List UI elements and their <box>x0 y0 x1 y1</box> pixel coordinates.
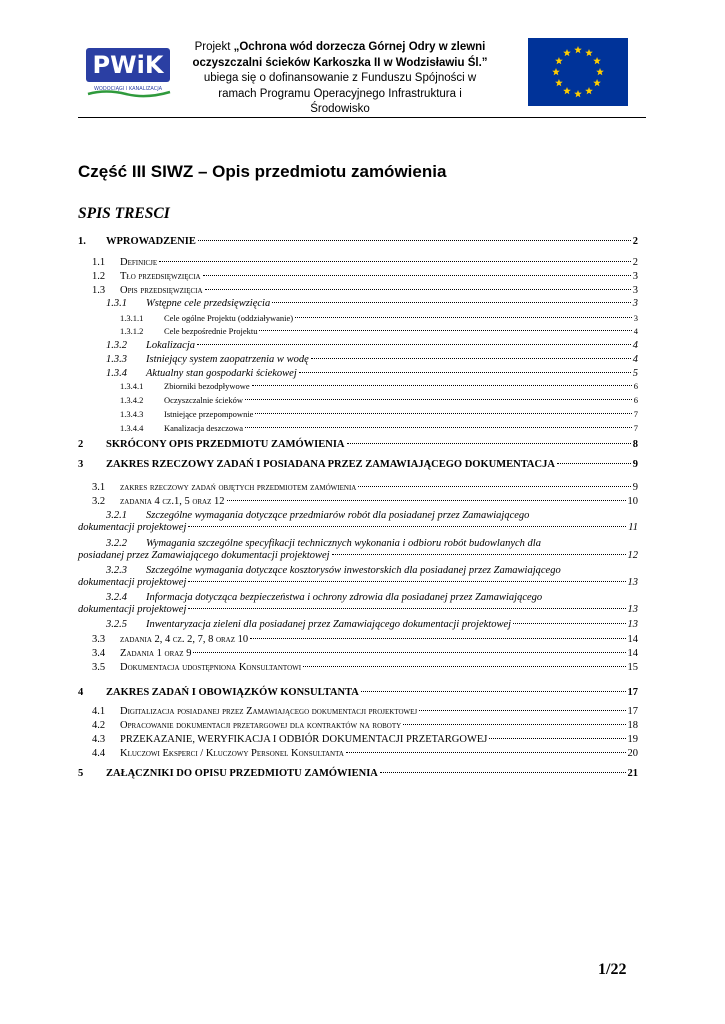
toc-heading: SPIS TRESCI <box>78 205 170 222</box>
toc-entry-number: 4.2 <box>92 720 106 731</box>
toc-entry[interactable] <box>78 565 638 587</box>
toc-entry-number: 1.3.1.2 <box>120 326 144 336</box>
toc-entry-number: 4.3 <box>92 734 106 745</box>
toc-entry-number: 3.2 <box>92 496 106 507</box>
toc-leader <box>380 772 626 773</box>
project-name: „Ochrona wód dorzecza Górnej Odry w zlewni oczyszczalni ścieków Karkoszka II w Wodzisławiu Śl.” <box>192 41 488 69</box>
toc-entry-number: 1.3.4.3 <box>120 409 144 419</box>
toc-leader <box>557 463 631 464</box>
toc-entry-title: Opracowanie dokumentacji przetargowej dla kontraktów na roboty <box>120 720 402 731</box>
toc-entry-page: 17 <box>627 706 638 717</box>
toc-leader <box>188 581 625 582</box>
toc-entry-page: 8 <box>632 439 638 450</box>
toc-entry-page: 2 <box>632 257 638 268</box>
toc-entry-title: Zbiorniki bezodpływowe <box>164 381 250 391</box>
toc-entry-page: 4 <box>633 326 638 336</box>
toc-entry-title: zadania 2, 4 cz. 2, 7, 8 oraz 10 <box>120 634 249 645</box>
project-prefix: Projekt <box>194 41 234 53</box>
toc-entry-title: zakres rzeczowy zadań objętych przedmiotem zamówienia <box>120 482 357 493</box>
toc-entry-title: Wstępne cele przedsięwzięcia <box>146 298 271 309</box>
toc-entry-title: ZAŁĄCZNIKI DO OPISU PRZEDMIOTU ZAMÓWIENIA <box>106 768 378 779</box>
toc-entry-number: 3.4 <box>92 648 106 659</box>
toc-entry[interactable] <box>78 706 638 717</box>
toc-entry-title: WPROWADZENIE <box>106 236 196 247</box>
toc-entry[interactable] <box>78 459 638 470</box>
toc-entry-title: Digitalizacja posiadanej przez Zamawiającego dokumentacji projektowej <box>120 706 418 717</box>
toc-entry-page: 6 <box>633 395 638 405</box>
toc-leader <box>489 738 625 739</box>
toc-entry-title-cont: dokumentacji projektowej <box>78 604 187 615</box>
toc-entry[interactable] <box>78 592 638 614</box>
toc-entry-page: 3 <box>633 313 638 323</box>
toc-entry-title: Kluczowi Eksperci / Kluczowy Personel Konsultanta <box>120 748 344 759</box>
toc-entry-number: 3.2.5 <box>106 619 127 630</box>
pwik-logo <box>86 40 174 98</box>
toc-entry-number: 3 <box>78 459 84 470</box>
toc-entry[interactable] <box>78 298 638 309</box>
toc-entry[interactable] <box>78 538 638 560</box>
toc-entry[interactable] <box>78 687 638 698</box>
logo-text: PWiK <box>92 51 164 79</box>
toc-entry-page: 9 <box>632 459 638 470</box>
toc-entry-title: Wymagania szczególne specyfikacji technicznych wykonania i odbioru robót budowlanych dla <box>146 538 541 549</box>
toc-entry-page: 13 <box>627 619 638 630</box>
toc-entry[interactable] <box>78 326 638 336</box>
toc-entry[interactable] <box>78 662 638 673</box>
toc-entry-title: ZAKRES ZADAŃ I OBOWIĄZKÓW KONSULTANTA <box>106 687 359 698</box>
toc-entry-number: 3.2.2 <box>106 538 127 549</box>
toc-entry[interactable] <box>78 734 638 745</box>
toc-entry-page: 5 <box>632 368 638 379</box>
toc-entry-title: Cele ogólne Projektu (oddziaływanie) <box>164 313 294 323</box>
toc-entry-title: Dokumentacja udostępniona Konsultantowi <box>120 662 302 673</box>
eu-flag-icon <box>528 38 628 106</box>
toc-leader <box>358 486 630 487</box>
toc-entry-page: 12 <box>627 550 638 561</box>
toc-entry-title: zadania 4 cz.1, 5 oraz 12 <box>120 496 225 507</box>
toc-entry-number: 3.5 <box>92 662 106 673</box>
toc-entry-number: 4 <box>78 687 84 698</box>
toc-entry[interactable] <box>78 313 638 323</box>
toc-entry-page: 3 <box>632 285 638 296</box>
toc-entry-page: 4 <box>632 354 638 365</box>
toc-entry-title-cont: dokumentacji projektowej <box>78 577 187 588</box>
toc-leader <box>188 526 626 527</box>
toc-entry-title: Zadania 1 oraz 9 <box>120 648 192 659</box>
toc-entry[interactable] <box>78 409 638 419</box>
project-funding: ubiega się o dofinansowanie z Funduszu Spójności w ramach Programu Operacyjnego Infrastruktura i Środowisko <box>203 72 477 115</box>
logo-subtext: WODOCIĄGI I KANALIZACJA <box>93 86 163 92</box>
toc-entry-title: Kanalizacja deszczowa <box>164 423 244 433</box>
toc-leader <box>188 608 625 609</box>
toc-entry-number: 3.2.1 <box>106 510 127 521</box>
toc-entry-page: 4 <box>632 340 638 351</box>
toc-entry-title: Lokalizacja <box>146 340 195 351</box>
toc-entry-number: 4.1 <box>92 706 106 717</box>
toc-entry-number: 1.3.3 <box>106 354 127 365</box>
toc-entry-page: 3 <box>632 298 638 309</box>
toc-entry-number: 1.3.4 <box>106 368 127 379</box>
toc-leader <box>332 554 626 555</box>
toc-entry-title: Istniejący system zaopatrzenia w wodę <box>146 354 309 365</box>
toc-entry[interactable] <box>78 619 638 630</box>
toc-leader <box>245 399 632 400</box>
toc-entry-number: 1.3.4.4 <box>120 423 144 433</box>
toc-entry[interactable] <box>78 285 638 296</box>
toc-entry[interactable] <box>78 236 638 247</box>
toc-entry-title: Opis przedsięwzięcia <box>120 285 203 296</box>
toc-leader <box>272 302 631 303</box>
toc-entry-page: 13 <box>627 604 638 615</box>
toc-entry-page: 15 <box>627 662 638 673</box>
toc-entry-title: Oczyszczalnie ścieków <box>164 395 244 405</box>
toc-entry-page: 10 <box>627 496 638 507</box>
toc-entry-number: 1.3.1 <box>106 298 127 309</box>
toc-entry-title: ZAKRES RZECZOWY ZADAŃ I POSIADANA PRZEZ ZAMAWIAJĄCEGO DOKUMENTACJA <box>106 459 555 470</box>
toc-entry-number: 3.3 <box>92 634 106 645</box>
toc-leader <box>346 752 626 753</box>
toc-entry-number: 1.2 <box>92 271 106 282</box>
toc-entry-page: 21 <box>627 768 638 779</box>
page-header <box>78 38 648 118</box>
toc-entry-title: Szczególne wymagania dotyczące kosztorysów inwestorskich dla posiadanej przez Zamawiającego <box>146 565 561 576</box>
page-number: 1/22 <box>598 961 627 978</box>
toc-entry-title: Aktualny stan gospodarki ściekowej <box>146 368 297 379</box>
toc-leader <box>361 691 626 692</box>
toc-entry-number: 1.1 <box>92 257 106 268</box>
toc-leader <box>303 666 625 667</box>
toc-entry-page: 6 <box>633 381 638 391</box>
toc-entry-page: 14 <box>627 634 638 645</box>
toc-entry-title-cont: dokumentacji projektowej <box>78 522 187 533</box>
toc-entry-page: 13 <box>627 577 638 588</box>
toc-entry[interactable] <box>78 439 638 450</box>
toc-entry-title: Informacja dotycząca bezpieczeństwa i ochrony zdrowia dla posiadanej przez Zamawiającego <box>146 592 543 603</box>
toc-entry-title-cont: posiadanej przez Zamawiającego dokumentacji projektowej <box>78 550 330 561</box>
document-title: Część III SIWZ – Opis przedmiotu zamówienia <box>78 162 447 181</box>
toc-entry-title: Definicje <box>120 257 158 268</box>
toc-entry-page: 11 <box>628 522 638 533</box>
toc-leader <box>250 638 625 639</box>
toc-entry[interactable] <box>78 510 638 532</box>
toc-entry-page: 20 <box>627 748 638 759</box>
toc-entry[interactable] <box>78 423 638 433</box>
toc-entry-title: Istniejące przepompownie <box>164 409 254 419</box>
toc-entry-page: 19 <box>627 734 638 745</box>
toc-entry[interactable] <box>78 634 638 645</box>
toc-leader <box>203 275 631 276</box>
toc-leader <box>255 413 631 414</box>
toc-leader <box>227 500 626 501</box>
toc-leader <box>347 443 631 444</box>
toc-entry-number: 3.2.4 <box>106 592 127 603</box>
header-divider <box>78 117 646 118</box>
toc-leader <box>252 385 632 386</box>
toc-entry[interactable] <box>78 395 638 405</box>
toc-leader <box>245 427 632 428</box>
toc-leader <box>193 652 625 653</box>
toc-entry[interactable] <box>78 381 638 391</box>
toc-entry-page: 14 <box>627 648 638 659</box>
toc-entry-number: 1.3.4.2 <box>120 395 144 405</box>
toc-leader <box>299 372 631 373</box>
toc-entry-page: 18 <box>627 720 638 731</box>
toc-entry-page: 17 <box>627 687 638 698</box>
project-description <box>190 40 490 118</box>
toc-leader <box>513 623 625 624</box>
toc-entry-title: Tło przedsięwzięcia <box>120 271 201 282</box>
toc-leader <box>205 289 631 290</box>
toc-entry[interactable] <box>78 648 638 659</box>
toc-entry-number: 1.3 <box>92 285 106 296</box>
toc-entry-number: 1.3.2 <box>106 340 127 351</box>
toc-entry[interactable] <box>78 720 638 731</box>
toc-entry-title: Inwentaryzacja zieleni dla posiadanej przez Zamawiającego dokumentacji projektowej <box>146 619 512 630</box>
toc-entry-title: Cele bezpośrednie Projektu <box>164 326 258 336</box>
toc-entry-page: 3 <box>632 271 638 282</box>
toc-leader <box>197 344 631 345</box>
toc-leader <box>259 330 631 331</box>
toc-entry[interactable] <box>78 257 638 268</box>
toc-entry[interactable] <box>78 748 638 759</box>
toc-leader <box>295 317 632 318</box>
toc-entry-number: 4.4 <box>92 748 106 759</box>
toc-leader <box>159 261 631 262</box>
toc-entry-title: SKRÓCONY OPIS PRZEDMIOTU ZAMÓWIENIA <box>106 439 345 450</box>
toc-entry-title: PRZEKAZANIE, WERYFIKACJA I ODBIÓR DOKUMENTACJI PRZETARGOWEJ <box>120 734 488 745</box>
toc-entry[interactable] <box>78 768 638 779</box>
toc-entry-number: 1.3.1.1 <box>120 313 144 323</box>
toc-entry-number: 5 <box>78 768 84 779</box>
toc-leader <box>419 710 625 711</box>
toc-leader <box>403 724 625 725</box>
toc-entry-number: 3.1 <box>92 482 106 493</box>
toc-entry-title: Szczególne wymagania dotyczące przedmiarów robót dla posiadanej przez Zamawiającego <box>146 510 530 521</box>
toc-entry[interactable] <box>78 354 638 365</box>
toc-entry-page: 7 <box>633 409 638 419</box>
toc-entry-number: 1. <box>78 236 86 247</box>
toc-entry[interactable] <box>78 496 638 507</box>
toc-entry[interactable] <box>78 368 638 379</box>
toc-entry-number: 2 <box>78 439 84 450</box>
toc-entry-page: 9 <box>632 482 638 493</box>
toc-entry[interactable] <box>78 271 638 282</box>
toc-leader <box>311 358 631 359</box>
toc-leader <box>198 240 631 241</box>
toc-entry-number: 1.3.4.1 <box>120 381 144 391</box>
toc-entry-number: 3.2.3 <box>106 565 127 576</box>
toc-entry[interactable] <box>78 482 638 493</box>
toc-entry-page: 7 <box>633 423 638 433</box>
toc-entry-page: 2 <box>632 236 638 247</box>
toc-entry[interactable] <box>78 340 638 351</box>
